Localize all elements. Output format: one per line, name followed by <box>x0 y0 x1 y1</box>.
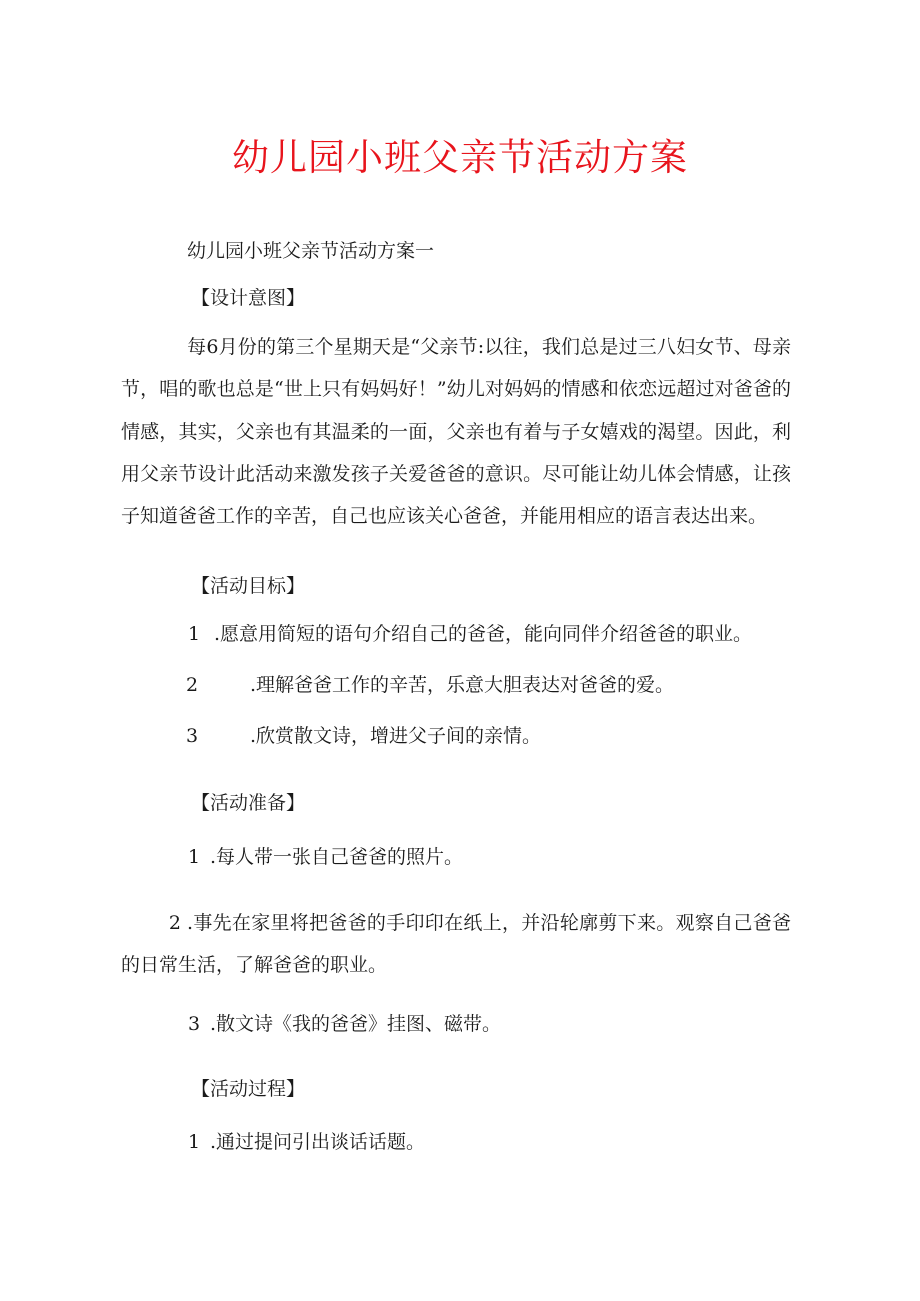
goal-item <box>186 724 541 748</box>
goal-text: .理解爸爸工作的辛苦，乐意大胆表达对爸爸的爱。 <box>250 674 675 696</box>
preparation-number: 1 <box>188 846 201 868</box>
goal-item <box>188 622 752 646</box>
goal-number: 1 <box>188 623 201 645</box>
preparation-number: 2 <box>168 912 181 934</box>
preparation-item <box>188 845 463 869</box>
goal-item <box>186 673 674 697</box>
goal-text: .欣赏散文诗，增进父子间的亲情。 <box>250 725 542 747</box>
goal-text: .愿意用简短的语句介绍自己的爸爸，能向同伴介绍爸爸的职业。 <box>214 623 753 645</box>
preparation-item <box>188 1012 501 1036</box>
preparation-item <box>121 902 791 987</box>
document-title: 幼儿园小班父亲节活动方案 <box>232 136 688 179</box>
goal-number: 3 <box>186 725 199 747</box>
section-heading-process: 【活动过程】 <box>191 1078 306 1100</box>
process-number: 1 <box>188 1131 201 1153</box>
section-heading-goals: 【活动目标】 <box>191 575 306 597</box>
preparation-number: 3 <box>188 1013 201 1035</box>
process-item <box>188 1130 425 1154</box>
section-heading-design-intent: 【设计意图】 <box>191 287 306 309</box>
preparation-text: .事先在家里将把爸爸的手印印在纸上，并沿轮廓剪下来。观察自己爸爸的日常生活，了解爸爸的职业。 <box>121 912 791 977</box>
subtitle: 幼儿园小班父亲节活动方案一 <box>187 240 435 262</box>
section-heading-preparation: 【活动准备】 <box>191 792 306 814</box>
design-intent-paragraph <box>121 326 791 537</box>
goal-number: 2 <box>186 674 199 696</box>
preparation-text: .散文诗《我的爸爸》挂图、磁带。 <box>210 1013 502 1035</box>
preparation-text: .每人带一张自己爸爸的照片。 <box>210 846 464 868</box>
design-intent-text: 每6月份的第三个星期天是“父亲节:以往，我们总是过三八妇女节、母亲节，唱的歌也总是“世上只有妈妈好！”幼儿对妈妈的情感和依恋远超过对爸爸的情感，其实，父亲也有其温柔的一面，父亲也有着与子女嬉戏的渴望。因此，利用父亲节设计此活动来激发孩子关爱爸爸的意识。尽可能让幼儿体会情感，让孩子知道爸爸工作的辛苦，自己也应该关心爸爸，并能用相应的语言表达出来。 <box>121 336 791 528</box>
process-text: .通过提问引出谈话话题。 <box>210 1131 426 1153</box>
